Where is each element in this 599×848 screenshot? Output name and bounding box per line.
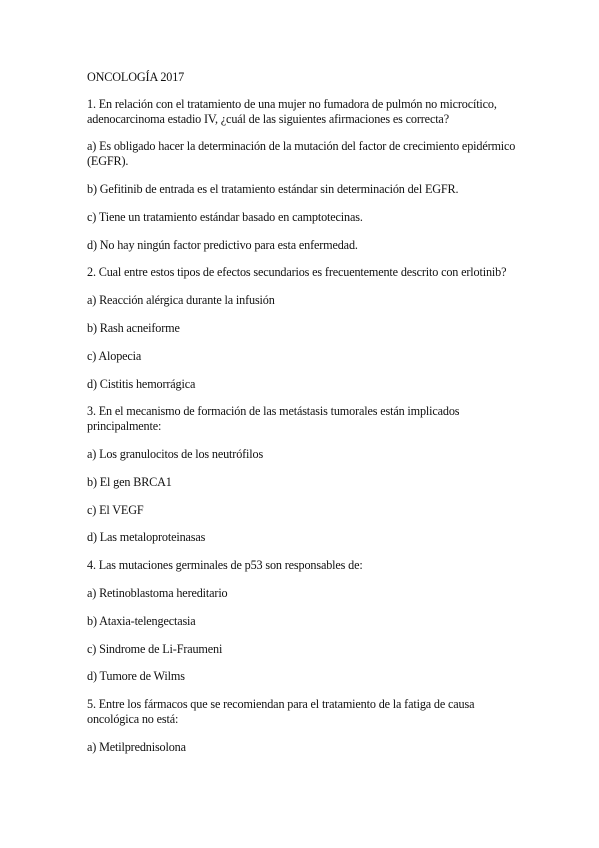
question-2-option-b: b) Rash acneiforme: [87, 320, 180, 335]
question-3-option-a: a) Los granulocitos de los neutrófilos: [87, 446, 264, 461]
question-1-text: 1. En relación con el tratamiento de una mujer no fumadora de pulmón no microcítico, adenocarcinoma estadio IV, ¿cuál de las siguientes afirmaciones es correcta?: [87, 96, 497, 126]
question-4-option-b: b) Ataxia-telengectasia: [87, 613, 196, 628]
question-4-option-d: d) Tumore de Wilms: [87, 669, 185, 684]
question-1-option-a: a) Es obligado hacer la determinación de la mutación del factor de crecimiento epidérmico (EGFR).: [87, 139, 516, 169]
question-2-option-d: d) Cistitis hemorrágica: [87, 376, 196, 391]
question-2-text: 2. Cual entre estos tipos de efectos secundarios es frecuentemente descrito con erlotinib?: [87, 265, 507, 280]
question-1-option-c: c) Tiene un tratamiento estándar basado en camptotecinas.: [87, 209, 363, 224]
question-3-option-c: c) El VEGF: [87, 502, 144, 517]
question-1-option-d: d) No hay ningún factor predictivo para esta enfermedad.: [87, 237, 358, 252]
question-2-option-a: a) Reacción alérgica durante la infusión: [87, 293, 275, 308]
document-title: ONCOLOGÍA 2017: [87, 70, 185, 84]
question-5-text: 5. Entre los fármacos que se recomiendan para el tratamiento de la fatiga de causa oncológica no está:: [87, 697, 475, 726]
question-5-option-a: a) Metilprednisolona: [87, 739, 186, 754]
question-1-option-b: b) Gefitinib de entrada es el tratamiento estándar sin determinación del EGFR.: [87, 181, 459, 196]
question-2-option-c: c) Alopecia: [87, 348, 142, 363]
question-4-option-c: c) Sindrome de Li-Fraumeni: [87, 641, 223, 656]
document-page: [87, 70, 527, 768]
question-4-option-a: a) Retinoblastoma hereditario: [87, 585, 228, 600]
question-3-option-b: b) El gen BRCA1: [87, 474, 172, 489]
question-3-option-d: d) Las metaloproteinasas: [87, 530, 206, 545]
question-3-text: 3. En el mecanismo de formación de las metástasis tumorales están implicados principalmente:: [87, 404, 460, 434]
question-4-text: 4. Las mutaciones germinales de p53 son responsables de:: [87, 558, 363, 573]
